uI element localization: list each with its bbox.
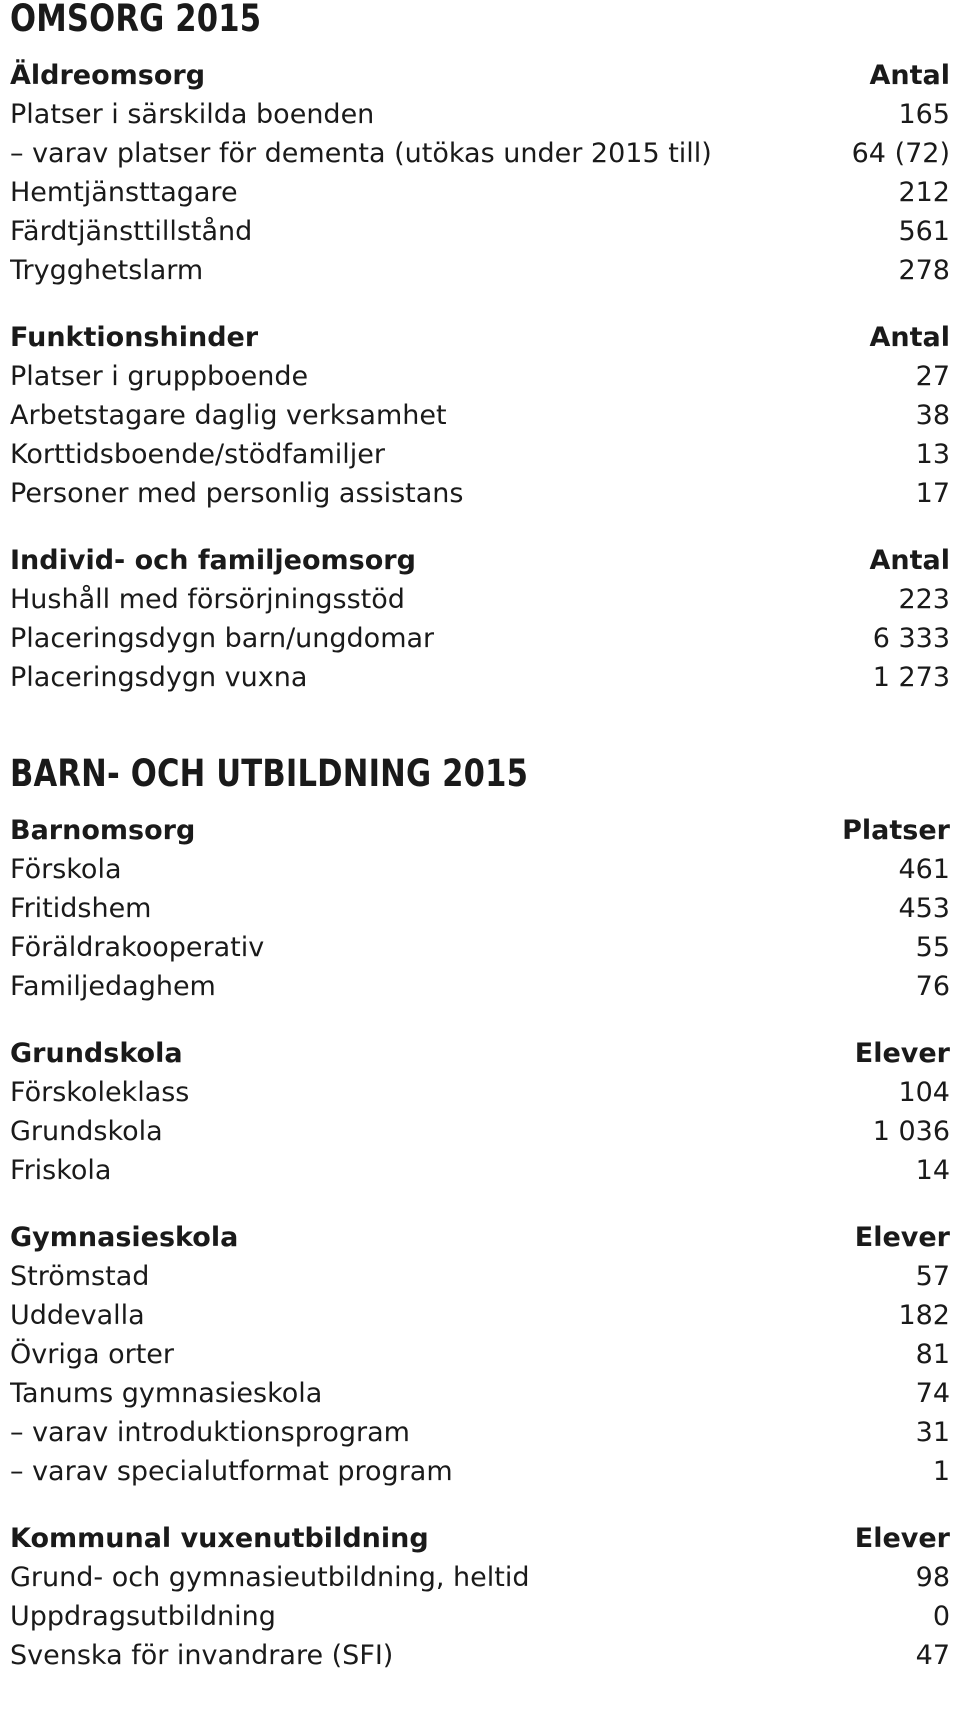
row-value: 14 xyxy=(915,1155,950,1186)
table-row xyxy=(10,1413,950,1452)
row-label: Placeringsdygn barn/ungdomar xyxy=(10,623,435,654)
row-label: Förskoleklass xyxy=(10,1077,190,1108)
row-label: Fritidshem xyxy=(10,893,152,924)
row-value: 27 xyxy=(915,361,950,392)
block-kommunal-vuxenutbildning xyxy=(10,1519,950,1675)
table-header xyxy=(10,811,950,850)
unit-label: Elever xyxy=(854,1222,950,1253)
table-row xyxy=(10,658,950,697)
block-aldreomsorg xyxy=(10,56,950,290)
row-value: 6 333 xyxy=(872,623,950,654)
row-label: Uppdragsutbildning xyxy=(10,1601,276,1632)
row-label: – varav specialutformat program xyxy=(10,1456,453,1487)
unit-label: Elever xyxy=(854,1038,950,1069)
table-header xyxy=(10,541,950,580)
row-value: 76 xyxy=(915,971,950,1002)
unit-label: Antal xyxy=(869,545,950,576)
section-title-omsorg: OMSORG 2015 xyxy=(10,0,262,40)
table-row xyxy=(10,357,950,396)
unit-label: Elever xyxy=(854,1523,950,1554)
table-row xyxy=(10,1296,950,1335)
row-label: Personer med personlig assistans xyxy=(10,478,464,509)
table-row xyxy=(10,1452,950,1491)
row-label: Familjedaghem xyxy=(10,971,216,1002)
row-label: Övriga orter xyxy=(10,1339,175,1370)
table-header xyxy=(10,1519,950,1558)
block-funktionshinder xyxy=(10,318,950,513)
unit-label: Antal xyxy=(869,322,950,353)
block-heading: Individ- och familjeomsorg xyxy=(10,545,416,576)
row-value: 17 xyxy=(915,478,950,509)
table-row xyxy=(10,580,950,619)
row-label: Trygghetslarm xyxy=(10,255,204,286)
row-label: Grundskola xyxy=(10,1116,163,1147)
table-row xyxy=(10,134,950,173)
row-label: Tanums gymnasieskola xyxy=(10,1378,323,1409)
table-row xyxy=(10,967,950,1006)
row-label: Hemtjänsttagare xyxy=(10,177,238,208)
row-value: 223 xyxy=(898,584,950,615)
block-gymnasieskola xyxy=(10,1218,950,1491)
block-heading: Grundskola xyxy=(10,1038,183,1069)
row-value: 182 xyxy=(898,1300,950,1331)
section-barn-utbildning xyxy=(10,811,950,1675)
row-label: Förskola xyxy=(10,854,122,885)
table-row xyxy=(10,1257,950,1296)
unit-label: Antal xyxy=(869,60,950,91)
row-label: Hushåll med försörjningsstöd xyxy=(10,584,405,615)
row-value: 55 xyxy=(915,932,950,963)
table-row xyxy=(10,251,950,290)
table-row xyxy=(10,1151,950,1190)
row-value: 561 xyxy=(898,216,950,247)
table-row xyxy=(10,173,950,212)
row-value: 64 (72) xyxy=(851,138,950,169)
unit-label: Platser xyxy=(842,815,950,846)
table-row xyxy=(10,619,950,658)
table-row xyxy=(10,474,950,513)
row-value: 1 273 xyxy=(872,662,950,693)
row-label: Föräldrakooperativ xyxy=(10,932,265,963)
row-label: Platser i särskilda boenden xyxy=(10,99,375,130)
row-value: 453 xyxy=(898,893,950,924)
row-value: 104 xyxy=(898,1077,950,1108)
row-value: 31 xyxy=(915,1417,950,1448)
block-heading: Funktionshinder xyxy=(10,322,259,353)
row-label: Arbetstagare daglig verksamhet xyxy=(10,400,447,431)
block-grundskola xyxy=(10,1034,950,1190)
row-label: – varav platser för dementa (utökas under 2015 till) xyxy=(10,138,712,169)
table-row xyxy=(10,928,950,967)
row-value: 13 xyxy=(915,439,950,470)
table-row xyxy=(10,1636,950,1675)
table-row xyxy=(10,889,950,928)
row-value: 0 xyxy=(932,1601,950,1632)
row-label: Korttidsboende/stödfamiljer xyxy=(10,439,385,470)
block-individ-familjeomsorg xyxy=(10,541,950,697)
row-value: 98 xyxy=(915,1562,950,1593)
table-header xyxy=(10,1218,950,1257)
row-label: Platser i gruppboende xyxy=(10,361,309,392)
block-barnomsorg xyxy=(10,811,950,1006)
row-label: – varav introduktionsprogram xyxy=(10,1417,410,1448)
row-label: Svenska för invandrare (SFI) xyxy=(10,1640,394,1671)
row-label: Uddevalla xyxy=(10,1300,145,1331)
section-omsorg xyxy=(10,56,950,697)
section-title-barn-utbildning: BARN- OCH UTBILDNING 2015 xyxy=(10,752,529,795)
row-label: Placeringsdygn vuxna xyxy=(10,662,308,693)
block-heading: Äldreomsorg xyxy=(10,60,206,91)
row-value: 47 xyxy=(915,1640,950,1671)
row-value: 74 xyxy=(915,1378,950,1409)
table-header xyxy=(10,56,950,95)
row-label: Friskola xyxy=(10,1155,112,1186)
row-value: 81 xyxy=(915,1339,950,1370)
table-row xyxy=(10,1597,950,1636)
table-row xyxy=(10,1374,950,1413)
block-heading: Barnomsorg xyxy=(10,815,196,846)
table-row xyxy=(10,435,950,474)
table-header xyxy=(10,1034,950,1073)
table-row xyxy=(10,212,950,251)
row-value: 212 xyxy=(898,177,950,208)
row-label: Färdtjänsttillstånd xyxy=(10,216,253,247)
row-label: Strömstad xyxy=(10,1261,150,1292)
row-value: 1 036 xyxy=(872,1116,950,1147)
row-label: Grund- och gymnasieutbildning, heltid xyxy=(10,1562,530,1593)
row-value: 57 xyxy=(915,1261,950,1292)
row-value: 278 xyxy=(898,255,950,286)
table-row xyxy=(10,1073,950,1112)
section-spacer xyxy=(10,725,950,755)
row-value: 461 xyxy=(898,854,950,885)
table-row xyxy=(10,1112,950,1151)
table-row xyxy=(10,1558,950,1597)
row-value: 1 xyxy=(932,1456,950,1487)
block-heading: Gymnasieskola xyxy=(10,1222,239,1253)
table-row xyxy=(10,95,950,134)
row-value: 38 xyxy=(915,400,950,431)
table-row xyxy=(10,396,950,435)
table-row xyxy=(10,850,950,889)
table-row xyxy=(10,1335,950,1374)
table-header xyxy=(10,318,950,357)
row-value: 165 xyxy=(898,99,950,130)
block-heading: Kommunal vuxenutbildning xyxy=(10,1523,429,1554)
